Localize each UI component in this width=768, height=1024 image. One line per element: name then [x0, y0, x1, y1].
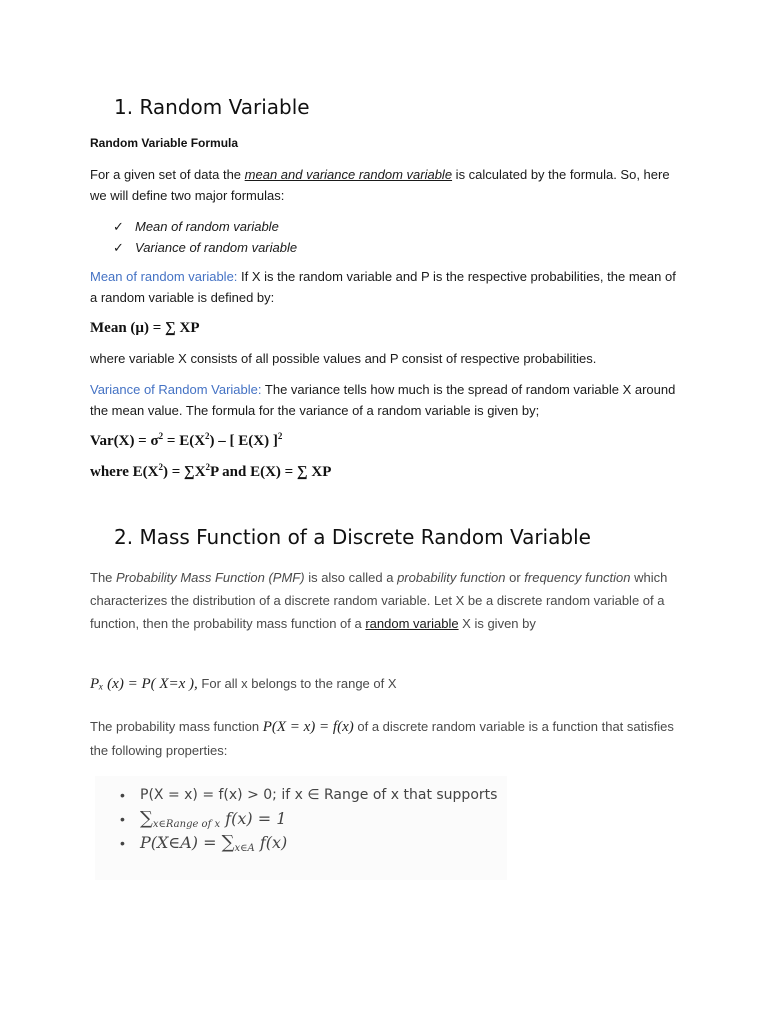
- variance-formula: [90, 431, 282, 450]
- superscript: 2: [277, 431, 283, 441]
- text: is also called a: [304, 570, 398, 585]
- text: which characterizes the distribution of a discrete random variable. Let X be a discrete random variable of a function, then the probability mass function of a: [90, 570, 668, 631]
- text: or: [505, 570, 525, 585]
- subscript: x∈Range of x: [152, 819, 221, 830]
- mean-paragraph: [90, 266, 680, 308]
- formula-part: = E(X: [163, 433, 206, 449]
- pmf-formula: Pₓ (x) = P( X=x ),: [90, 676, 198, 692]
- formula-checklist: [113, 216, 297, 258]
- property-3: [140, 832, 287, 854]
- bullet-icon: •: [120, 787, 125, 803]
- checklist-item: [113, 216, 297, 237]
- property-2: [140, 808, 286, 830]
- intro-text: For a given set of data the: [90, 167, 245, 182]
- formula-part: ) – [ E(X) ]: [209, 433, 278, 449]
- mean-variance-link[interactable]: mean and variance random variable: [244, 167, 453, 182]
- checklist-item: [113, 237, 297, 258]
- pmf-term: Probability Mass Function (PMF): [116, 570, 305, 585]
- checklist-item-label: Variance of random variable: [135, 240, 298, 255]
- random-variable-link[interactable]: random variable: [365, 616, 459, 631]
- text: of a discrete random variable is a function that satisfies the following properties:: [90, 719, 674, 758]
- pmf-inline-formula: P(X = x) = f(x): [262, 719, 354, 735]
- pmf-paragraph: [90, 566, 680, 635]
- mean-text: If X is the random variable and P is the respective probabilities, the mean of a random variable is defined by:: [90, 269, 676, 305]
- random-variable-formula-subheading: Random Variable Formula: [90, 136, 239, 150]
- bullet-icon: •: [120, 811, 125, 827]
- mean-explanation: where variable X consists of all possible values and P consist of respective probabilities.: [90, 351, 597, 366]
- variance-label: Variance of Random Variable:: [90, 382, 262, 397]
- pmf-formula-text: For all x belongs to the range of X: [197, 676, 397, 691]
- expectation-formula: [90, 462, 331, 481]
- property-item: [120, 783, 497, 807]
- text: The probability mass function: [90, 719, 263, 734]
- text: The: [90, 570, 117, 585]
- property-item: [120, 807, 497, 831]
- subscript: x∈A: [234, 843, 255, 854]
- superscript: 2: [158, 462, 163, 472]
- formula-part: P(X∈A) =: [140, 833, 222, 852]
- formula-part: ) = ∑X: [162, 464, 206, 480]
- property-1: P(X = x) = f(x) > 0; if x ∈ Range of x that supports: [140, 787, 498, 803]
- variance-paragraph: [90, 379, 680, 421]
- sigma-symbol: ∑: [140, 808, 153, 829]
- formula-part: where E(X: [90, 464, 159, 480]
- intro-paragraph: [90, 164, 680, 206]
- formula-part: f(x): [254, 833, 288, 852]
- probability-function-term: probability function: [397, 570, 506, 585]
- properties-intro: [90, 715, 680, 762]
- section-1-heading: 1. Random Variable: [114, 95, 310, 119]
- formula-part: Var(X) = σ: [90, 433, 159, 449]
- mean-formula: Mean (µ) = ∑ XP: [90, 320, 200, 336]
- checklist-item-label: Mean of random variable: [135, 219, 279, 234]
- section-2-heading: 2. Mass Function of a Discrete Random Variable: [114, 525, 591, 549]
- variance-text: The variance tells how much is the spread of random variable X around the mean value. The formula for the variance of a random variable is given by;: [90, 382, 676, 418]
- superscript: 2: [205, 431, 210, 441]
- property-item: [120, 831, 497, 855]
- superscript: 2: [158, 431, 164, 441]
- text: X is given by: [458, 616, 536, 631]
- intro-text-end: is calculated by the formula. So, here we will define two major formulas:: [90, 167, 670, 203]
- superscript: 2: [205, 462, 211, 472]
- sigma-symbol: ∑: [221, 832, 235, 853]
- mean-label: Mean of random variable:: [90, 269, 238, 284]
- frequency-function-term: frequency function: [524, 570, 631, 585]
- pmf-formula-line: [90, 676, 397, 693]
- bullet-icon: •: [120, 835, 125, 851]
- check-icon: ✓: [113, 240, 124, 255]
- pmf-properties-list: [120, 783, 497, 855]
- formula-part: f(x) = 1: [220, 809, 287, 828]
- formula-part: P and E(X) = ∑ XP: [210, 464, 332, 480]
- check-icon: ✓: [113, 219, 124, 234]
